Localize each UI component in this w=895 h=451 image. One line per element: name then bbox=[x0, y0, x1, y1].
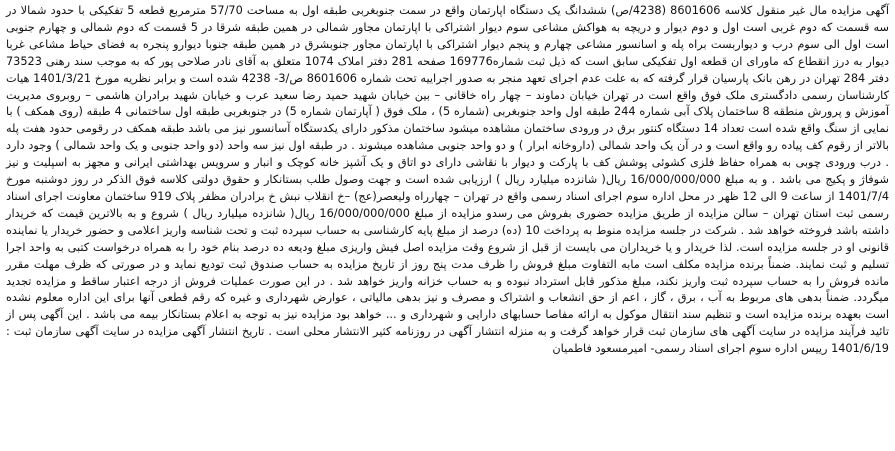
auction-notice-body: آگهی مزایده مال غیر منقول کلاسه 8601606 (4238/ص) ششدانگ یک دستگاه اپارتمان واقع در سمت جنوبغربی طبقه اول به مساحت 57/70 مترمربع قطعه 5 تفکیکی با حدود شمالا در سه قسمت که دوم غربی است اول و دوم دیوار و دریچه به هواکش مشاعی سوم دیوار اشتراکی با اپارتمان مجاور شمالی در همین طبقه شرقا در 5 قسمت که دوم شمالی و چهارم جنوبی است اول الی سوم درب و دیواربست براه پله و اسانسور مشاعی چهارم و پنجم دیوار اشتراکی با اپارتمان مجاور جنوبشرق در همین طبقه جنوبا دیوارو پنجره به فضای حیاط مشاعی غربا دیوار به درز انقطاع که ماورای ان قطعه اول تفکیکی سابق است که ذیل ثبت شماره169776 صفحه 281 دفتر املاک 1074 متعلق به آقای نادر صلاحی پور که به موجب سند رهنی 73523 دفتر 284 تهران در رهن بانک پارسیان قرار گرفته که به علت عدم اجرای تعهد منجر به صدور اجراییه تحت شماره 8601606 ص/3- 4238 شده است و برابر نظریه مورخ 1401/3/21 هیات کارشناسان رسمی دادگستری ملک فوق واقع است در تهران خیابان دماوند – چهار راه خاقانی – بین خیابان شهید حمید رضا سعید عرب و خیابان شهید برادران هاشمی – روبروی مدیریت آموزش و پرورش منطقه 8 ساختمان پلاک آبی شماره 244 طبقه اول واحد جنوبغربی (شماره 5) ، ملک فوق ( آپارتمان شماره 5) در جنوبغربی طبقه اول ساختمانی 4 طبقه (روی همکف ) با نمایی از سنگ واقع شده است تعداد 14 دستگاه کنتور برق در ورودی ساختمان مشاهده میشود ساختمان مذکور دارای یکدستگاه آسانسور نیز می باشد طبقه همکف در رقومی حدود هفت پله بالاتر از رقوم کف پیاده رو واقع است و در آن یک واحد شمالی (داروخانه ابرار ) و دو واحد جنوبی مشاهده میشوند . در طبقه اول نیز سه واحد (دو واحد جنوبی و یک واحد شمالی ) وجود دارد . درب ورودی چوبی به همراه حفاظ فلزی کشوئی پوشش کف با پارکت و دیوار با نقاشی دارای دو اتاق و یک آشپز خانه کوچک و انبار و سرویس بهداشتی ایرانی و مجهز به اسپلیت و نیز شوفاژ و پکیج می باشد . و به مبلغ 16/000/000/000 ریال( شانزده میلیارد ریال ) ارزیابی شده است و جهت وصول طلب بستانکار و حقوق دولتی کلاسه فوق الذکر در روز دوشنبه مورخ 1401/7/4 از ساعت 9 الی 12 ظهر در محل اداره سوم اجرای اسناد رسمی واقع در تهران – چهارراه ولیعصر(عج) –خ انقلاب نبش خ برادران مظفر پلاک 919 ساختمان معاونت اجرای اسناد رسمی ثبت استان تهران – سالن مزایده از طریق مزایده حضوری بفروش می رسدو مزایده از مبلغ 16/000/000/000 ریال( شانزده میلیارد ریال ) شروع و به بالاترین قیمت که خریدار داشته باشد فروخته خواهد شد . شرکت در جلسه مزایده منوط به پرداخت 10 (ده) درصد از مبلغ پایه کارشناسی به حساب سپرده ثبت و تحت شناسه واریز اعلامی و حضور خریدار یا نماینده قانونی او در جلسه مزایده است. لذا خریدار و یا خریداران می بایست از قبل از شروع وقت مزایده اصل فیش واریزی مبلغ ودیعه ده درصد بنام خود را به همراه درخواست کتبی به واحد اجرا تسلیم و ثبت نمایند. ضمناً برنده مزایده مکلف است مابه التفاوت مبلغ فروش را ظرف مدت پنج روز از تاریخ مزایده به حساب صندوق ثبت تودیع نماید و در صورتی که ظرف مهلت مقرر مانده فروش را به حساب سپرده ثبت واریز نکند، مبلغ مذکور قابل استرداد نبوده و به حساب خزانه واریز خواهد شد . در این صورت عملیات فروش از درجه اعتبار ساقط و مزایده تجدید میگردد. ضمناً بدهی های مربوط به آب ، برق ، گاز ، اعم از حق انشعاب و اشتراک و مصرف و نیز بدهی مالیاتی ، عوارض شهرداری و غیره که رقم قطعی آنها برای این اداره معلوم نشده است بعهده برنده مزایده است و تنظیم سند انتقال موکول به ارائه مفاصا حسابهای دارایی و شهرداری و ... خواهد بود مزایده نیز به توجه به اعلام بستانکار بیمه می باشد . این آگهی پس از تائید فرآیند مزایده در سایت آگهی های سازمان ثبت قرار خواهد گرفت و به منزله انتشار آگهی در روزنامه کثیر الانتشار محلی است . تاریخ انتشار آگهی مزایده در سایت آگهی سازمان ثبت : 1401/6/19 رییس اداره سوم اجرای اسناد رسمی- امیرمسعود فاطمیان bbox=[6, 4, 890, 356]
auction-notice bbox=[6, 3, 889, 358]
